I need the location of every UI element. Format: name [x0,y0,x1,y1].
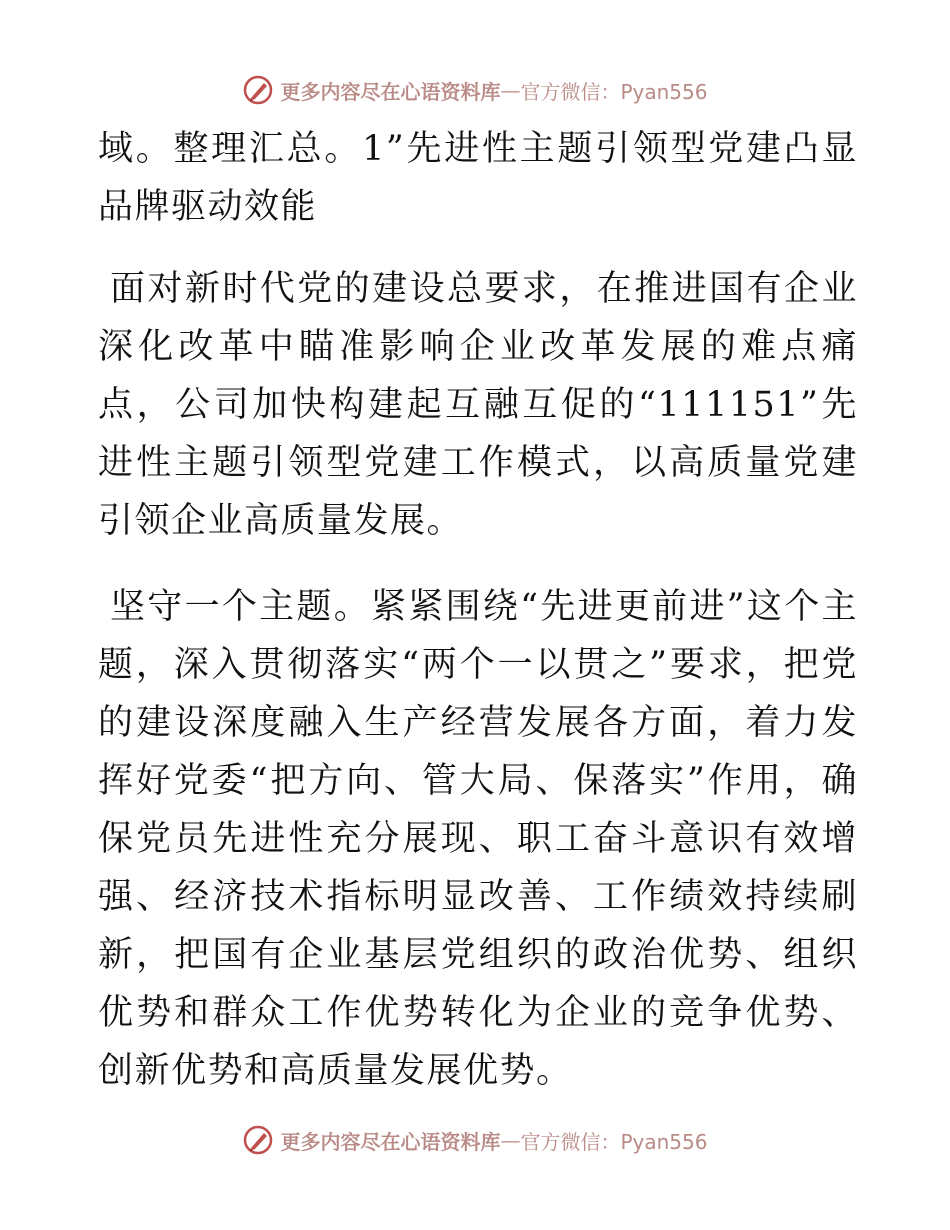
pen-logo-icon [242,1124,274,1156]
header-watermark [0,70,950,110]
footer-separator: — [500,1128,521,1152]
footer-watermark [0,1120,950,1160]
header-contact: 官方微信：Pyan556 [520,79,708,104]
paragraph-3: 坚守一个主题。紧紧围绕“先进更前进”这个主题，深入贯彻落实“两个一以贯之”要求，把党的建设深度融入生产经营发展各方面，着力发挥好党委“把方向、管大局、保落实”作用，确保党员先进性充分展现、职工奋斗意识有效增强、经济技术指标明显改善、工作绩效持续刷新，把国有企业基层党组织的政治优势、组织优势和群众工作优势转化为企业的竞争优势、创新优势和高质量发展优势。 [98,587,858,1091]
paragraph-1: 域。整理汇总。1”先进性主题引领型党建凸显品牌驱动效能 [98,129,858,227]
header-promo-text: 更多内容尽在心语资料库 [280,79,501,104]
footer-contact: 官方微信：Pyan556 [520,1129,708,1154]
footer-promo-text: 更多内容尽在心语资料库 [280,1129,501,1154]
pen-logo-icon [242,74,274,106]
header-separator: — [500,78,521,102]
document-body [98,120,858,1100]
paragraph-2: 面对新时代党的建设总要求，在推进国有企业深化改革中瞄准影响企业改革发展的难点痛点，公司加快构建起互融互促的“111151”先进性主题引领型党建工作模式，以高质量党建引领企业高质量发展。 [98,269,858,541]
